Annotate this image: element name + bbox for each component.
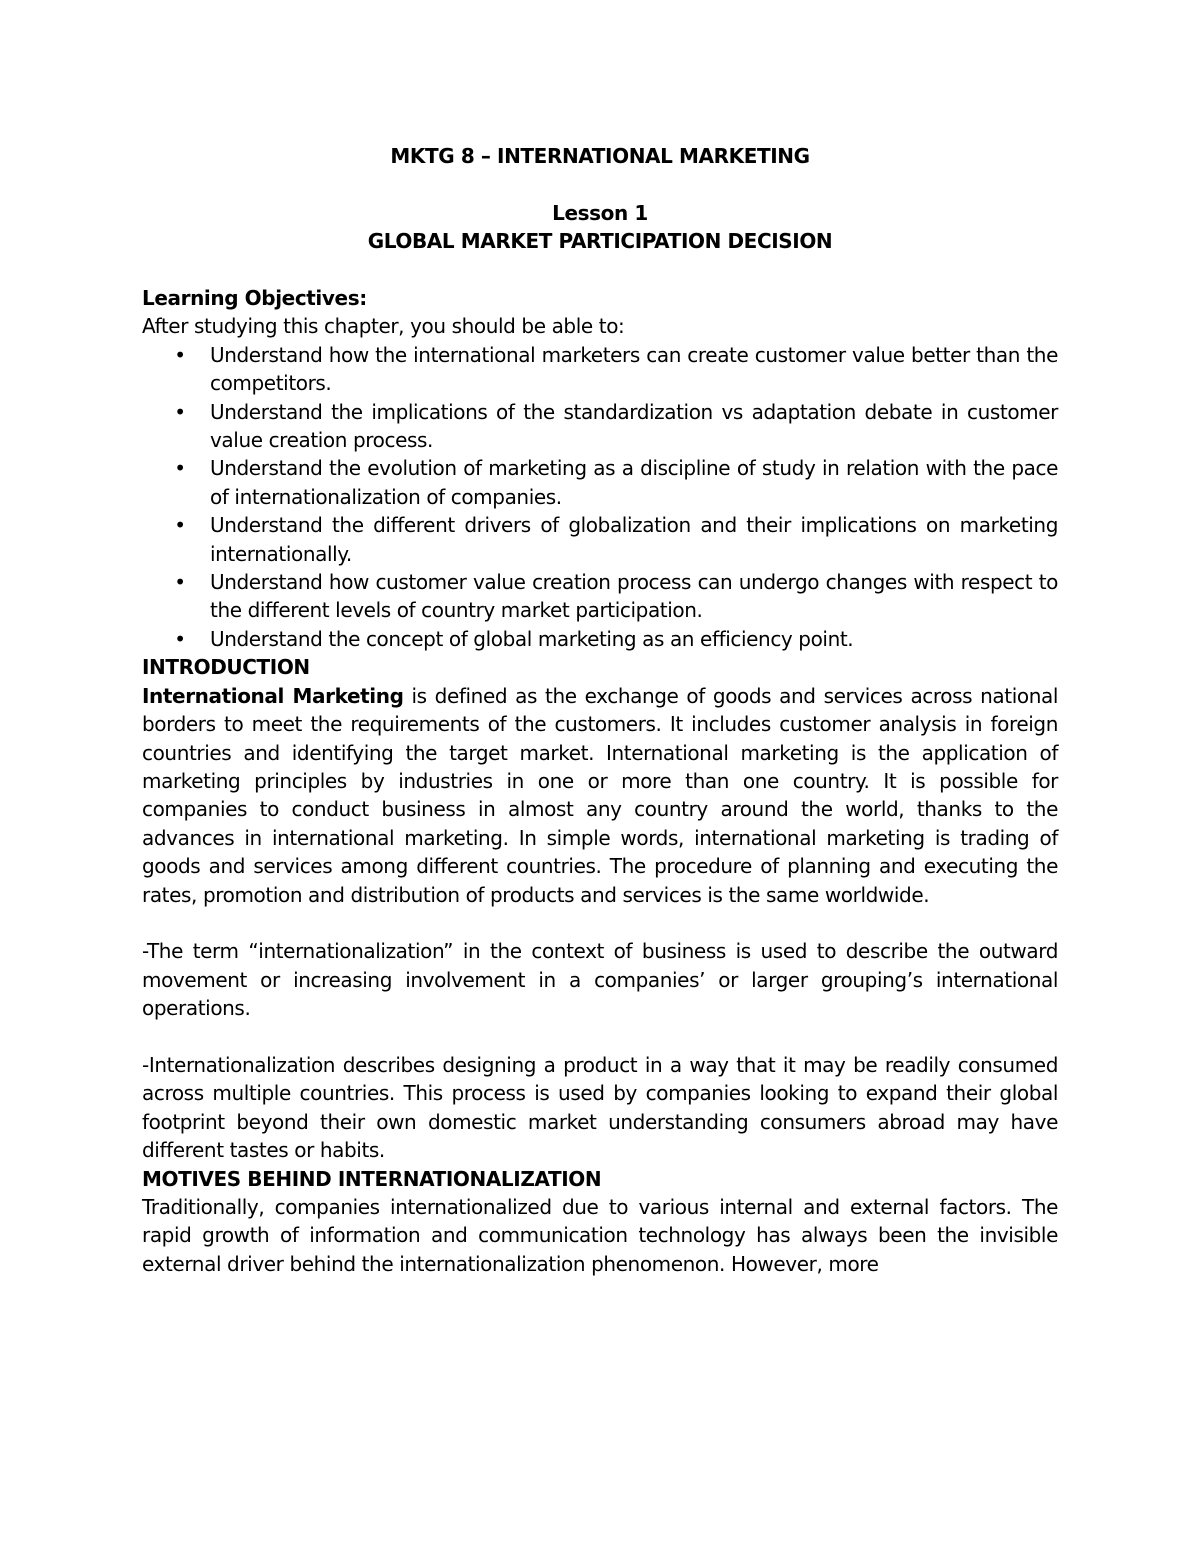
- lesson-title: GLOBAL MARKET PARTICIPATION DECISION: [367, 229, 833, 254]
- objectives-heading: Learning Objectives:: [142, 286, 367, 310]
- term-definition: is defined as the exchange of goods and services across national borders to meet the requirements of the customers. It includes customer analysis in foreign countries and identifying the target market. International marketing is the application of marketing principles by industries in one or more than one country. It is possible for companies to conduct business in almost any country around the world, thanks to the advances in international marketing. In simple words, international marketing is trading of goods and services among different countries. The procedure of planning and executing the rates, promotion and distribution of products and services is the same worldwide.: [142, 683, 1058, 907]
- introduction-paragraph: [142, 682, 1058, 909]
- internationalization-description-paragraph: -Internationalization describes designing a product in a way that it may be readily consumed across multiple countries. This process is used by companies looking to expand their global footprint beyond their own domestic market understanding consumers abroad may have different tastes or habits.: [142, 1052, 1058, 1163]
- objective-text: Understand the different drivers of globalization and their implications on marketing internationally.: [210, 513, 1058, 566]
- introduction-heading: INTRODUCTION: [142, 655, 310, 680]
- objective-text: Understand how customer value creation process can undergo changes with respect to the different levels of country market participation.: [210, 570, 1058, 623]
- objective-text: Understand the evolution of marketing as a discipline of study in relation with the pace of internationalization of companies.: [210, 456, 1058, 509]
- list-item: [142, 568, 1058, 625]
- motives-heading: MOTIVES BEHIND INTERNATIONALIZATION: [142, 1166, 602, 1191]
- objective-text: Understand the implications of the standardization vs adaptation debate in customer value creation process.: [210, 399, 1058, 453]
- objective-text: Understand how the international marketers can create customer value better than the competitors.: [210, 342, 1058, 396]
- list-item: [142, 625, 1058, 653]
- bullet-icon: •: [174, 342, 186, 367]
- bullet-icon: •: [174, 456, 186, 481]
- bullet-icon: •: [174, 570, 186, 595]
- objective-text: Understand the concept of global marketing as an efficiency point.: [210, 626, 854, 651]
- bullet-icon: •: [174, 513, 186, 538]
- objectives-intro: After studying this chapter, you should be able to:: [142, 314, 625, 339]
- bullet-icon: •: [174, 399, 186, 424]
- objectives-list: [142, 341, 1058, 653]
- document-content: [142, 142, 1058, 1278]
- list-item: [142, 454, 1058, 511]
- course-title: MKTG 8 – INTERNATIONAL MARKETING: [390, 144, 810, 168]
- internationalization-term-paragraph: -The term “internationalization” in the context of business is used to describe the outward movement or increasing involvement in a companies’ or larger grouping’s international operations.: [142, 939, 1058, 1021]
- list-item: [142, 511, 1058, 568]
- list-item: [142, 341, 1058, 398]
- motives-paragraph: Traditionally, companies internationalized due to various internal and external factors. The rapid growth of information and communication technology has always been the invisible external driver behind the internationalization phenomenon. However, more: [142, 1194, 1058, 1276]
- list-item: [142, 398, 1058, 455]
- bullet-icon: •: [174, 626, 186, 651]
- defined-term: International Marketing: [142, 683, 404, 708]
- lesson-number: Lesson 1: [552, 200, 648, 225]
